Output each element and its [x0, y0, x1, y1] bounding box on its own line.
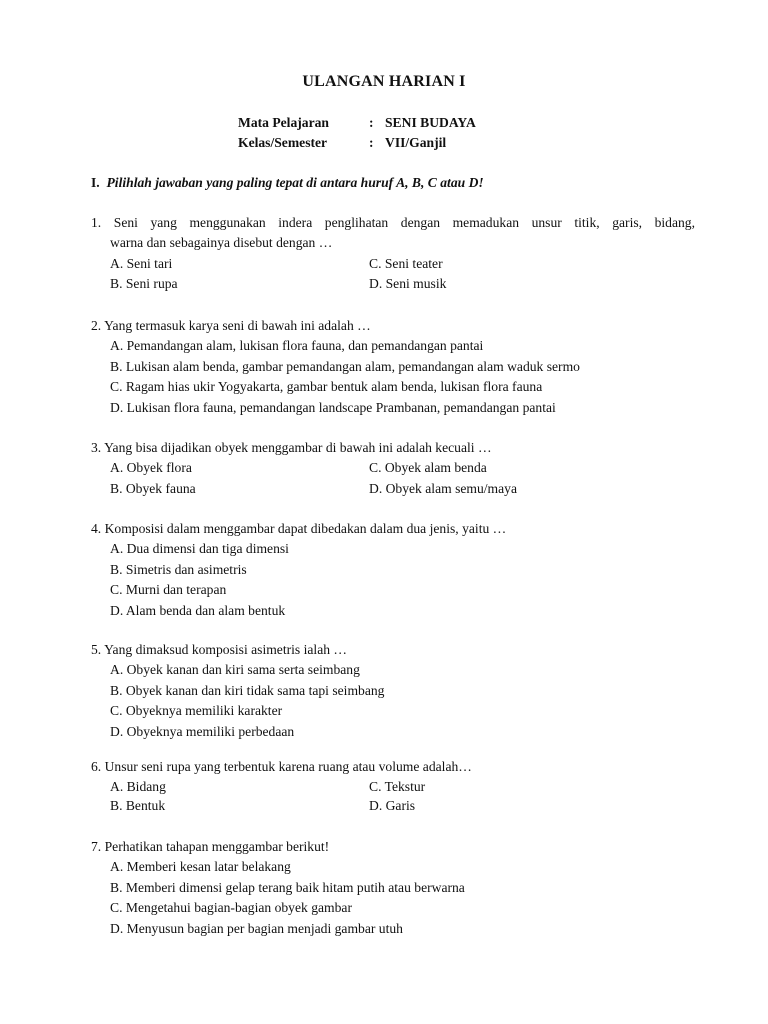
question-text-continued: warna dan sebagainya disebut dengan … — [110, 235, 333, 251]
class-colon: : — [369, 135, 374, 150]
question-text: 6. Unsur seni rupa yang terbentuk karena ruang atau volume adalah… — [91, 759, 472, 774]
option-a: A. Seni tari — [110, 255, 173, 271]
class-value: VII/Ganjil — [385, 135, 447, 150]
option-d: D. Seni musik — [369, 276, 447, 292]
question-text: 5. Yang dimaksud komposisi asimetris ialah … — [91, 642, 348, 657]
option-b: B. Memberi dimensi gelap terang baik hitam putih atau berwarna — [110, 879, 465, 895]
option-row — [91, 458, 695, 478]
question-text: 1. Seni yang menggunakan indera penglihatan dengan memadukan unsur titik, garis, bidang, — [91, 215, 695, 230]
section-number: I. — [91, 175, 100, 190]
question-text: 2. Yang termasuk karya seni di bawah ini adalah … — [91, 318, 371, 333]
option-a: A. Obyek flora — [110, 460, 192, 476]
option-b: B. Obyek kanan dan kiri tidak sama tapi seimbang — [110, 682, 385, 698]
question-3 — [91, 438, 695, 499]
option-b: B. Obyek fauna — [110, 480, 196, 496]
option-a: A. Pemandangan alam, lukisan flora fauna, dan pemandangan pantai — [110, 338, 484, 354]
question-text: 7. Perhatikan tahapan menggambar berikut! — [91, 839, 330, 854]
question-4 — [91, 519, 695, 621]
option-a: A. Bidang — [110, 779, 166, 795]
option-c: C. Seni teater — [369, 255, 443, 271]
question-2 — [91, 316, 695, 418]
exam-meta — [238, 113, 476, 153]
question-1 — [91, 213, 695, 295]
subject-value: SENI BUDAYA — [385, 115, 476, 130]
option-row — [91, 796, 695, 816]
option-c: C. Mengetahui bagian-bagian obyek gambar — [110, 900, 352, 916]
class-label: Kelas/Semester — [238, 135, 328, 150]
option-row — [91, 479, 695, 499]
option-d: D. Obyek alam semu/maya — [369, 480, 517, 496]
option-b: B. Simetris dan asimetris — [110, 561, 247, 577]
option-d: D. Garis — [369, 798, 416, 814]
option-a: A. Obyek kanan dan kiri sama serta seimbang — [110, 662, 360, 678]
option-d: D. Obyeknya memiliki perbedaan — [110, 723, 295, 739]
option-d: D. Alam benda dan alam bentuk — [110, 602, 286, 618]
option-row — [91, 254, 695, 274]
option-a: A. Dua dimensi dan tiga dimensi — [110, 541, 289, 557]
question-6 — [91, 757, 695, 817]
option-row — [91, 274, 695, 294]
page-title: ULANGAN HARIAN I — [302, 73, 466, 90]
subject-row — [238, 113, 476, 133]
option-b: B. Lukisan alam benda, gambar pemandangan alam, pemandangan alam waduk sermo — [110, 358, 580, 374]
option-c: C. Tekstur — [369, 779, 426, 795]
subject-colon: : — [369, 115, 374, 130]
subject-label: Mata Pelajaran — [238, 115, 329, 130]
option-d: D. Menyusun bagian per bagian menjadi gambar utuh — [110, 920, 403, 936]
option-c: C. Murni dan terapan — [110, 582, 227, 598]
option-d: D. Lukisan flora fauna, pemandangan landscape Prambanan, pemandangan pantai — [110, 399, 556, 415]
option-c: C. Ragam hias ukir Yogyakarta, gambar bentuk alam benda, lukisan flora fauna — [110, 379, 543, 395]
question-7 — [91, 837, 695, 939]
section-instruction — [91, 173, 484, 193]
option-c: C. Obyeknya memiliki karakter — [110, 703, 283, 719]
question-text: 3. Yang bisa dijadikan obyek menggambar di bawah ini adalah kecuali … — [91, 440, 492, 455]
instruction-text: Pilihlah jawaban yang paling tepat di antara huruf A, B, C atau D! — [106, 175, 484, 190]
class-row — [238, 133, 476, 153]
option-row — [91, 777, 695, 796]
option-c: C. Obyek alam benda — [369, 460, 487, 476]
option-a: A. Memberi kesan latar belakang — [110, 859, 291, 875]
question-5 — [91, 640, 695, 742]
option-b: B. Bentuk — [110, 798, 166, 814]
option-b: B. Seni rupa — [110, 276, 178, 292]
question-text: 4. Komposisi dalam menggambar dapat dibedakan dalam dua jenis, yaitu … — [91, 521, 507, 536]
